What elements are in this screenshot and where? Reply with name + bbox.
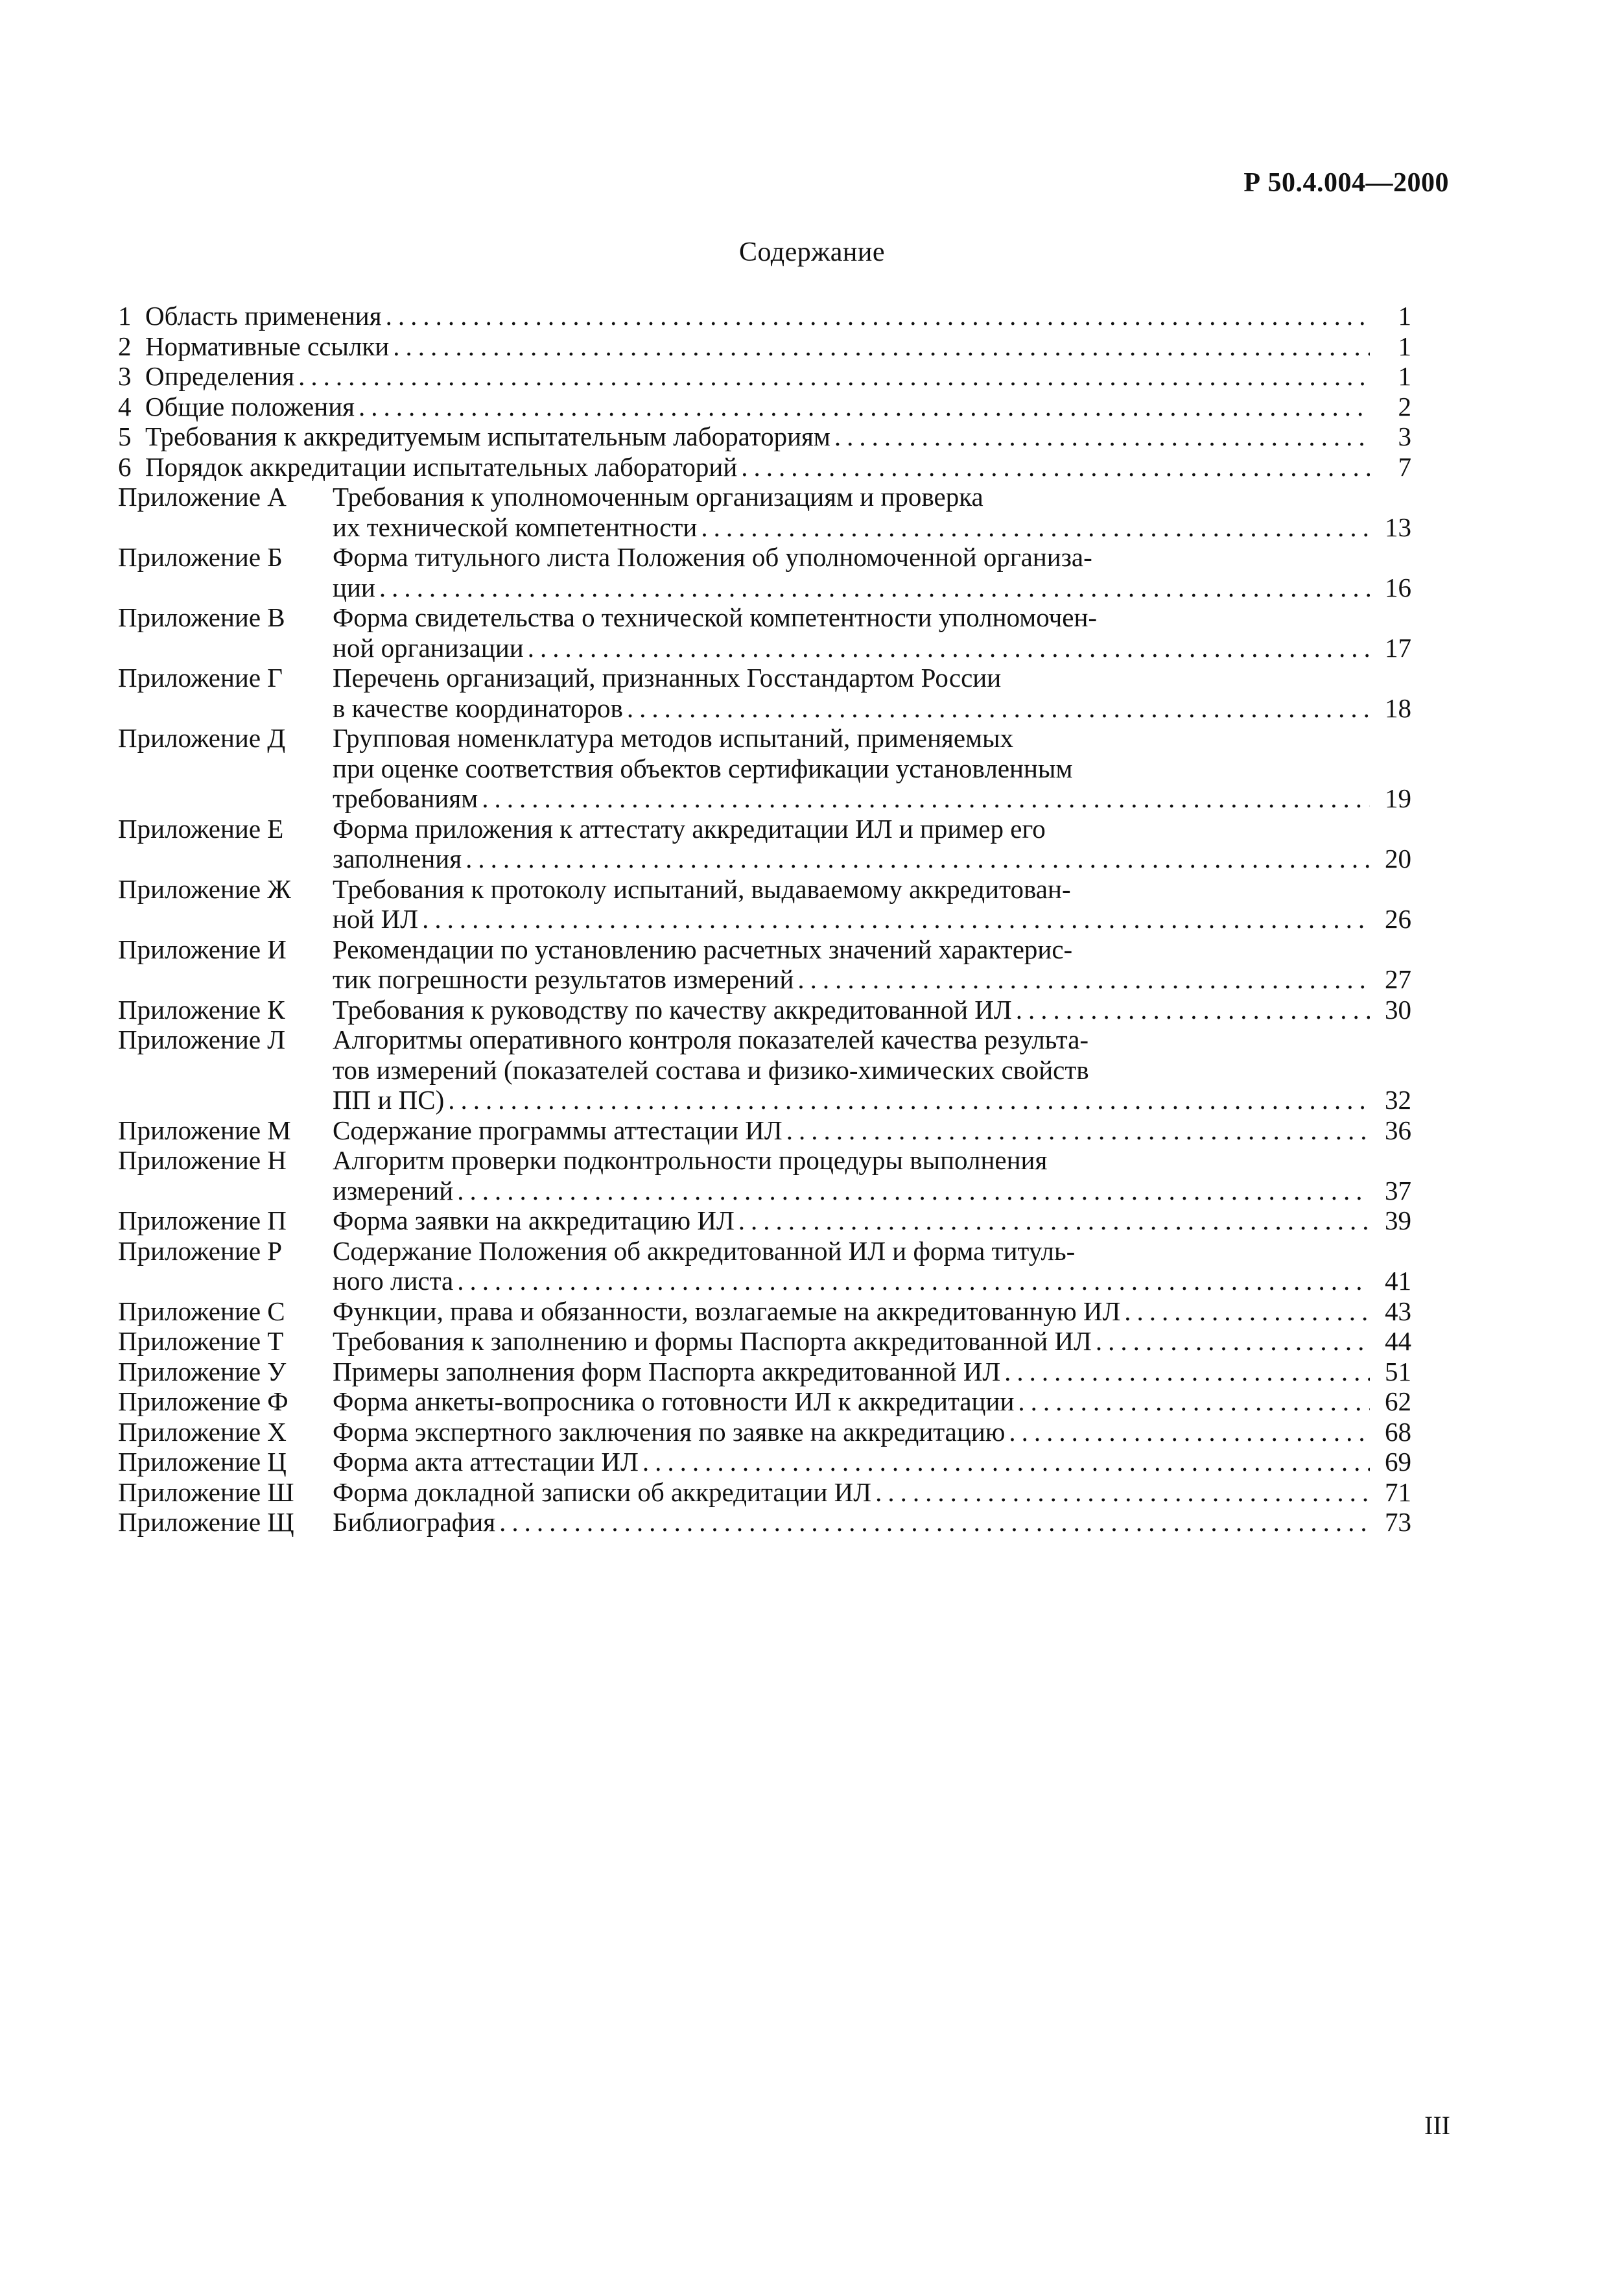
toc-page-number: 3: [1398, 422, 1411, 451]
toc-entry-line: Форма титульного листа Положения об уполномоченной организа-: [333, 542, 1092, 572]
toc-appendix-label: Приложение Ж: [118, 873, 292, 904]
toc-entry-text: Содержание программы аттестации ИЛ: [333, 1115, 783, 1145]
dot-leader: [1004, 1357, 1370, 1387]
toc-entry-body: [145, 452, 1411, 482]
toc-entry-body: [333, 542, 1411, 602]
toc-appendix-entry: [118, 1296, 1411, 1327]
toc-appendix-entry: [118, 482, 1411, 542]
toc-appendix-label: Приложение Е: [118, 813, 284, 844]
toc-entry-row: [333, 904, 1411, 934]
toc-entry-line: Форма свидетельства о технической компетентности уполномочен-: [333, 602, 1098, 632]
toc-entry-text: Форма акта аттестации ИЛ: [333, 1447, 639, 1477]
toc-page-number: 43: [1385, 1296, 1411, 1326]
toc-entry-row: [145, 361, 1411, 392]
toc-entry-body: [333, 723, 1411, 814]
toc-entry-text: Примеры заполнения форм Паспорта аккредитованной ИЛ: [333, 1356, 1001, 1386]
toc-appendix-label: Приложение Л: [118, 1025, 286, 1054]
toc-entry-row: [333, 964, 1411, 995]
toc-appendix-label: Приложение Т: [118, 1326, 284, 1356]
toc-entry-row: [333, 633, 1411, 663]
toc-entry-row: [333, 1357, 1411, 1387]
toc-appendix-entry: [118, 1447, 1411, 1477]
toc-appendix-label: Приложение К: [118, 994, 285, 1025]
toc-entry-body: [333, 1417, 1411, 1447]
toc-appendix-label: Приложение Н: [118, 1145, 287, 1175]
toc-entry-body: [333, 1357, 1411, 1387]
toc-entry-line: при оценке соответствия объектов сертификации установленным: [333, 753, 1073, 783]
toc-page-number: 20: [1385, 844, 1411, 873]
toc-appendix-entry: [118, 814, 1411, 874]
toc-appendix-entry: [118, 1386, 1411, 1417]
dot-leader: [448, 1085, 1370, 1115]
toc-entry-text: Библиография: [333, 1507, 496, 1537]
toc-entry-line: Групповая номенклатура методов испытаний, применяемых: [333, 723, 1014, 753]
toc-appendix-entry: [118, 602, 1411, 663]
dot-leader: [298, 361, 1370, 392]
dot-leader: [797, 964, 1370, 995]
toc-entry-body: [333, 1296, 1411, 1327]
toc-entry-text: ной организации: [333, 632, 524, 663]
toc-section-number: 6: [118, 451, 132, 482]
toc-entry-text: Область применения: [145, 301, 382, 331]
toc-appendix-label: Приложение И: [118, 934, 287, 964]
toc-appendix-entry: [118, 542, 1411, 602]
toc-entry-row: [333, 693, 1411, 724]
toc-section-number: 5: [118, 422, 132, 451]
toc-page-number: 41: [1385, 1266, 1411, 1296]
dot-leader: [457, 1176, 1370, 1206]
toc-appendix-entry: [118, 723, 1411, 814]
toc-appendix-entry: [118, 1417, 1411, 1447]
toc-entry-text: Определения: [145, 361, 295, 391]
toc-page-number: 44: [1385, 1326, 1411, 1356]
dot-leader: [642, 1447, 1370, 1477]
toc-entry-line: Требования к уполномоченным организациям и проверка: [333, 482, 983, 512]
dot-leader: [741, 452, 1370, 482]
toc-page-number: 30: [1385, 994, 1411, 1025]
toc-page-number: 32: [1385, 1085, 1411, 1115]
toc-appendix-entry: [118, 1115, 1411, 1146]
toc-appendix-entry: [118, 1025, 1411, 1115]
toc-section-number: 1: [118, 301, 132, 331]
toc-appendix-entry: [118, 1477, 1411, 1508]
toc-section-entry: [118, 392, 1411, 422]
toc-entry-row: [145, 331, 1411, 362]
toc-page-number: 1: [1398, 331, 1411, 361]
toc-appendix-entry: [118, 874, 1411, 934]
toc-entry-line: тов измерений (показателей состава и физико-химических свойств: [333, 1054, 1089, 1085]
toc-entry-body: [145, 361, 1411, 392]
toc-appendix-label: Приложение Ц: [118, 1447, 287, 1477]
toc-appendix-entry: [118, 995, 1411, 1025]
dot-leader: [379, 573, 1370, 603]
toc-appendix-label: Приложение Д: [118, 723, 286, 753]
toc-appendix-entry: [118, 1357, 1411, 1387]
dot-leader: [359, 392, 1370, 422]
toc-appendix-label: Приложение П: [118, 1205, 287, 1235]
toc-section-number: 4: [118, 391, 132, 422]
toc-entry-text: Форма экспертного заключения по заявке на аккредитацию: [333, 1416, 1006, 1447]
toc-page-number: 68: [1385, 1416, 1411, 1447]
dot-leader: [875, 1477, 1370, 1508]
toc-entry-text: Порядок аккредитации испытательных лабораторий: [145, 451, 738, 482]
toc-page-number: 13: [1385, 512, 1411, 542]
toc-page-number: 1: [1398, 361, 1411, 391]
dot-leader: [465, 844, 1370, 874]
toc-entry-text: ного листа: [333, 1266, 454, 1296]
toc-entry-row: [333, 844, 1411, 874]
toc-entry-body: [145, 422, 1411, 452]
toc-entry-row: [333, 1326, 1411, 1357]
toc-appendix-label: Приложение М: [118, 1115, 291, 1145]
toc-entry-text: ПП и ПС): [333, 1085, 445, 1115]
toc-page-number: 36: [1385, 1115, 1411, 1145]
toc-entry-body: [333, 995, 1411, 1025]
toc-section-entry: [118, 361, 1411, 392]
toc-entry-text: Форма анкеты-вопросника о готовности ИЛ к аккредитации: [333, 1386, 1015, 1416]
toc-entry-row: [333, 1507, 1411, 1538]
toc-entry-text: Требования к заполнению и формы Паспорта аккредитованной ИЛ: [333, 1326, 1092, 1356]
toc-page-number: 17: [1385, 632, 1411, 663]
toc-entry-row: [333, 512, 1411, 543]
toc-page-number: 26: [1385, 904, 1411, 934]
toc-entry-body: [333, 663, 1411, 723]
dot-leader: [499, 1507, 1370, 1538]
toc-entry-row: [145, 422, 1411, 452]
toc-page-number: 37: [1385, 1175, 1411, 1205]
toc-entry-body: [333, 1145, 1411, 1205]
table-of-contents: [118, 301, 1411, 1538]
toc-page-number: 71: [1385, 1477, 1411, 1507]
toc-entry-row: [333, 1176, 1411, 1206]
toc-entry-line: Перечень организаций, признанных Госстандартом России: [333, 663, 1002, 693]
toc-page-number: 69: [1385, 1447, 1411, 1477]
toc-entry-body: [333, 1025, 1411, 1115]
toc-entry-row: [333, 995, 1411, 1025]
toc-entry-text: требованиям: [333, 783, 478, 813]
toc-entry-text: Форма заявки на аккредитацию ИЛ: [333, 1205, 735, 1235]
toc-entry-row: [145, 392, 1411, 422]
toc-entry-text: Требования к руководству по качеству аккредитованной ИЛ: [333, 994, 1012, 1025]
toc-entry-text: их технической компетентности: [333, 512, 698, 542]
dot-leader: [393, 331, 1370, 362]
toc-appendix-label: Приложение Ш: [118, 1477, 294, 1507]
dot-leader: [627, 693, 1370, 724]
dot-leader: [482, 783, 1370, 814]
toc-appendix-label: Приложение Р: [118, 1235, 283, 1266]
toc-entry-body: [333, 1236, 1411, 1296]
toc-entry-row: [145, 452, 1411, 482]
toc-appendix-label: Приложение Б: [118, 542, 283, 572]
toc-appendix-label: Приложение С: [118, 1296, 285, 1326]
dot-leader: [738, 1205, 1370, 1236]
toc-entry-row: [333, 1386, 1411, 1417]
toc-entry-text: ной ИЛ: [333, 904, 419, 934]
dot-leader: [386, 301, 1370, 331]
dot-leader: [422, 904, 1370, 934]
toc-entry-text: Требования к аккредитуемым испытательным лабораториям: [145, 422, 830, 451]
toc-entry-line: Содержание Положения об аккредитованной ИЛ и форма титуль-: [333, 1235, 1076, 1266]
toc-section-entry: [118, 452, 1411, 482]
toc-entry-row: [333, 1266, 1411, 1296]
toc-appendix-entry: [118, 1326, 1411, 1357]
toc-entry-body: [333, 934, 1411, 995]
toc-appendix-label: Приложение У: [118, 1356, 287, 1386]
dot-leader: [1096, 1326, 1370, 1357]
toc-entry-body: [333, 874, 1411, 934]
toc-page-number: 7: [1398, 451, 1411, 482]
toc-entry-body: [333, 1477, 1411, 1508]
toc-entry-row: [333, 1296, 1411, 1327]
toc-entry-body: [333, 814, 1411, 874]
toc-appendix-entry: [118, 1145, 1411, 1205]
toc-entry-text: тик погрешности результатов измерений: [333, 964, 794, 994]
toc-entry-row: [333, 1477, 1411, 1508]
toc-entry-row: [145, 301, 1411, 331]
toc-entry-row: [333, 1085, 1411, 1115]
toc-entry-row: [333, 573, 1411, 603]
toc-page-number: 2: [1398, 391, 1411, 422]
toc-appendix-entry: [118, 1236, 1411, 1296]
toc-appendix-entry: [118, 1507, 1411, 1538]
dot-leader: [528, 633, 1370, 663]
toc-appendix-label: Приложение Х: [118, 1416, 287, 1447]
toc-entry-body: [333, 602, 1411, 663]
dot-leader: [834, 422, 1370, 452]
toc-page-number: 19: [1385, 783, 1411, 813]
toc-entry-text: Нормативные ссылки: [145, 331, 390, 361]
toc-appendix-entry: [118, 934, 1411, 995]
toc-entry-body: [145, 331, 1411, 362]
toc-appendix-label: Приложение Г: [118, 663, 283, 693]
toc-appendix-entry: [118, 1205, 1411, 1236]
toc-page-number: 18: [1385, 693, 1411, 723]
toc-page-number: 1: [1398, 301, 1411, 331]
toc-section-number: 2: [118, 331, 132, 361]
toc-entry-body: [333, 1115, 1411, 1146]
toc-entry-body: [333, 1386, 1411, 1417]
toc-title: Содержание: [738, 237, 886, 267]
toc-entry-body: [145, 301, 1411, 331]
toc-appendix-label: Приложение А: [118, 482, 287, 512]
toc-appendix-label: Приложение Ф: [118, 1386, 288, 1416]
dot-leader: [786, 1115, 1370, 1146]
toc-entry-row: [333, 1115, 1411, 1146]
toc-page-number: 27: [1385, 964, 1411, 994]
toc-entry-line: Форма приложения к аттестату аккредитации ИЛ и пример его: [333, 813, 1046, 844]
toc-page-number: 62: [1385, 1386, 1411, 1416]
page-number: III: [1424, 2111, 1450, 2140]
toc-entry-line: Алгоритм проверки подконтрольности процедуры выполнения: [333, 1145, 1048, 1175]
toc-entry-text: в качестве координаторов: [333, 693, 623, 723]
toc-entry-body: [333, 1326, 1411, 1357]
toc-page-number: 73: [1385, 1507, 1411, 1537]
dot-leader: [1124, 1296, 1370, 1327]
toc-page-number: 51: [1385, 1356, 1411, 1386]
toc-appendix-label: Приложение Щ: [118, 1507, 294, 1537]
toc-entry-body: [333, 1205, 1411, 1236]
dot-leader: [1016, 995, 1370, 1025]
dot-leader: [457, 1266, 1370, 1296]
document-code: Р 50.4.004—2000: [1243, 168, 1449, 198]
toc-section-entry: [118, 301, 1411, 331]
toc-entry-text: Функции, права и обязанности, возлагаемые на аккредитованную ИЛ: [333, 1296, 1121, 1326]
toc-entry-row: [333, 1205, 1411, 1236]
dot-leader: [701, 512, 1370, 543]
toc-page-number: 16: [1385, 572, 1411, 602]
toc-entry-row: [333, 1447, 1411, 1477]
toc-entry-text: Форма докладной записки об аккредитации ИЛ: [333, 1477, 872, 1507]
toc-entry-text: измерений: [333, 1175, 454, 1205]
toc-appendix-label: Приложение В: [118, 602, 285, 632]
dot-leader: [1018, 1386, 1370, 1417]
toc-entry-body: [333, 482, 1411, 542]
toc-entry-body: [145, 392, 1411, 422]
toc-section-entry: [118, 331, 1411, 362]
toc-entry-row: [333, 1417, 1411, 1447]
toc-entry-body: [333, 1507, 1411, 1538]
toc-entry-line: Требования к протоколу испытаний, выдаваемому аккредитован-: [333, 873, 1071, 904]
toc-entry-text: ции: [333, 572, 375, 602]
toc-entry-text: Общие положения: [145, 391, 355, 422]
toc-section-entry: [118, 422, 1411, 452]
toc-entry-row: [333, 783, 1411, 814]
toc-entry-line: Рекомендации по установлению расчетных значений характерис-: [333, 934, 1073, 964]
toc-appendix-entry: [118, 663, 1411, 723]
toc-entry-body: [333, 1447, 1411, 1477]
toc-section-number: 3: [118, 361, 132, 391]
toc-page-number: 39: [1385, 1205, 1411, 1235]
toc-entry-text: заполнения: [333, 844, 462, 873]
dot-leader: [1009, 1417, 1370, 1447]
toc-entry-line: Алгоритмы оперативного контроля показателей качества результа-: [333, 1025, 1089, 1054]
